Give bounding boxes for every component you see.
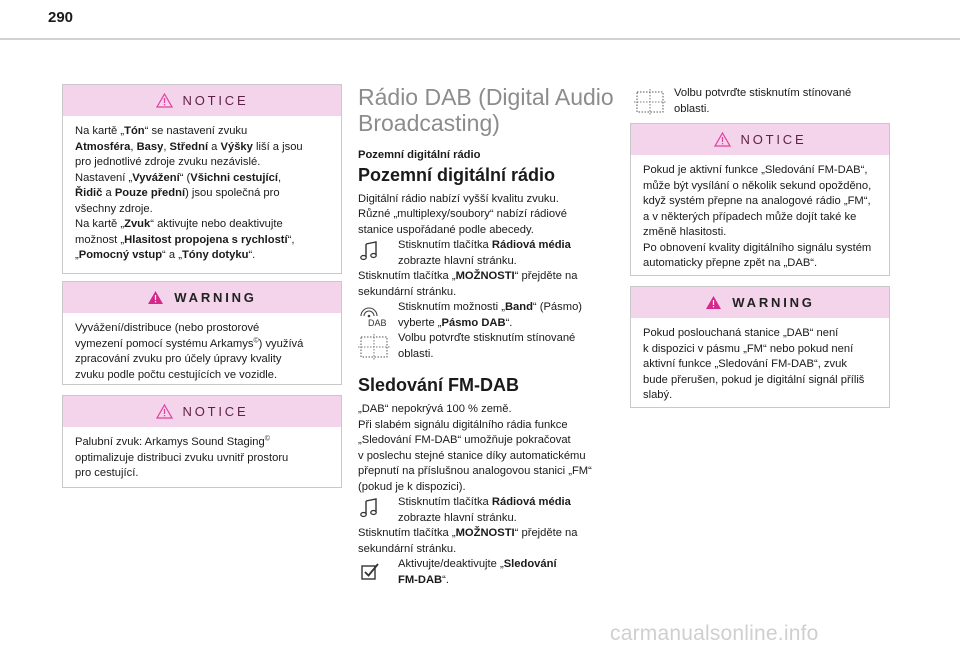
notice-label: NOTICE [740, 132, 807, 147]
paragraph: Digitální rádio nabízí vyšší kvalitu zvuku. [358, 192, 559, 205]
heading-fm-dab-tracking: Sledování FM-DAB [358, 375, 520, 395]
svg-text:DAB: DAB [368, 318, 387, 328]
header-rule [0, 38, 960, 40]
notice-header [63, 396, 341, 427]
notice-body: Na kartě „Tón“ se nastavení zvuku Atmosféra, Basy, Střední a Výšky liší a jsou pro jednotlivé zdroje zvuku nezávislé. Nastavení „Vyvážení“ (Všichni cestující, Řidič a Pouze přední) jsou společná pro všechny zdroje. Na kartě „Zvuk“ aktivujte nebo deaktivujte možnost „Hlasitost propojena s rychlostí“, „Pomocný vstup“ a „Tóny dotyku“. [75, 125, 303, 261]
step-radio-media: Stisknutím tlačítka Rádiová média zobrazte hlavní stránku. [358, 238, 620, 269]
warning-body: Pokud poslouchaná stanice „DAB“ není k dispozici v pásmu „FM“ nebo pokud není aktivní funkce „Sledování FM-DAB“, zvuk bude přerušen, pokud je digitální signál příliš slabý. [643, 327, 865, 401]
warning-triangle-outline-icon [156, 404, 173, 419]
page-title: Rádio DAB (Digital Audio Broadcasting) [358, 84, 614, 136]
notice-box-fm-dab-delay [630, 123, 890, 276]
column-dab-radio: Rádio DAB (Digital Audio Broadcasting) Pozemní digitální rádio Pozemní digitální rádio Digitální rádio nabízí vyšší kvalitu zvuku. Různé „multiplexy/soubory“ nabízí rádiové stanice uspořádané podle abecedy. Stisknutím tlačítka Rádiová média zobrazte hlavní stránku. Stisknutím tlačítka „MOŽNOSTI“ přejděte na sekundární stránku. DAB Stisknutím možnosti „Band“ (Pásmo) vyberte „Pásmo DAB“. Volbu potvrďte stisknutím stínované oblasti. Sledování FM-DAB „DAB“ nepokrývá 100 % země. Při slabém signálu digitálního rádia funkce „Sledování FM-DAB“ umožňuje pokračovat v poslechu stejné stanice díky automatickému přepnutí na příslušnou analogovou stanici „FM“ (pokud je k dispozici). Stisknutím tlačítka Rádiová média zobrazte hlavní stránku. Stisknutím tlačítka „MOŽNOSTI“ přejděte na sekundární stránku. Aktivujte/deaktivujte „Sledování FM-DAB“. [358, 84, 620, 588]
warning-label: WARNING [174, 290, 257, 305]
notice-header [63, 85, 341, 116]
checkbox-icon [358, 559, 382, 583]
warning-triangle-outline-icon [714, 132, 731, 147]
notice-header [631, 124, 889, 155]
heading-terrestrial-radio: Pozemní digitální rádio [358, 164, 556, 185]
warning-header [63, 282, 341, 313]
notice-label: NOTICE [182, 93, 249, 108]
watermark: carmanualsonline.info [610, 622, 819, 645]
warning-triangle-filled-icon [705, 295, 722, 310]
warning-triangle-outline-icon [156, 93, 173, 108]
section-subtitle: Pozemní digitální rádio [358, 149, 481, 161]
page-number: 290 [48, 9, 74, 26]
column-right-confirm [634, 86, 894, 117]
warning-body: Vyvážení/distribuce (nebo prostorové vymezení pomocí systému Arkamys©) využívá zpracování zvuku pro účely úpravy kvality zvuku podle počtu cestujících ve vozidle. [75, 322, 304, 381]
notice-box-sound-settings [62, 84, 342, 274]
notice-box-sound-staging [62, 395, 342, 488]
notice-body: Pokud je aktivní funkce „Sledování FM-DAB“, může být vysílání o několik sekund opožděno, když systém přepne na analogové rádio „FM“, a v některých případech může dojít také ke změně hlasitosti. Po obnovení kvality digitálního signálu systém automaticky přepne zpět na „DAB“. [643, 164, 872, 269]
warning-header [631, 287, 889, 318]
step-band: DAB Stisknutím možnosti „Band“ (Pásmo) vyberte „Pásmo DAB“. [358, 300, 620, 331]
step-radio-media-2: Stisknutím tlačítka Rádiová média zobrazte hlavní stránku. [358, 495, 620, 526]
music-note-icon [358, 497, 380, 519]
shaded-area-icon [358, 333, 390, 361]
step-confirm: Volbu potvrďte stisknutím stínované oblasti. [358, 331, 620, 362]
shaded-area-icon [634, 88, 666, 116]
warning-triangle-filled-icon [147, 290, 164, 305]
dab-radio-icon [358, 302, 390, 328]
warning-label: WARNING [732, 295, 815, 310]
warning-box-signal-lost [630, 286, 890, 408]
notice-label: NOTICE [182, 404, 249, 419]
music-note-icon [358, 240, 380, 262]
step-confirm-2: Volbu potvrďte stisknutím stínované oblasti. [634, 86, 894, 117]
warning-box-arkamys [62, 281, 342, 385]
step-toggle-tracking: Aktivujte/deaktivujte „Sledování FM-DAB“. [358, 557, 620, 588]
notice-body: Palubní zvuk: Arkamys Sound Staging© optimalizuje distribuci zvuku uvnitř prostoru pro cestující. [75, 435, 289, 479]
